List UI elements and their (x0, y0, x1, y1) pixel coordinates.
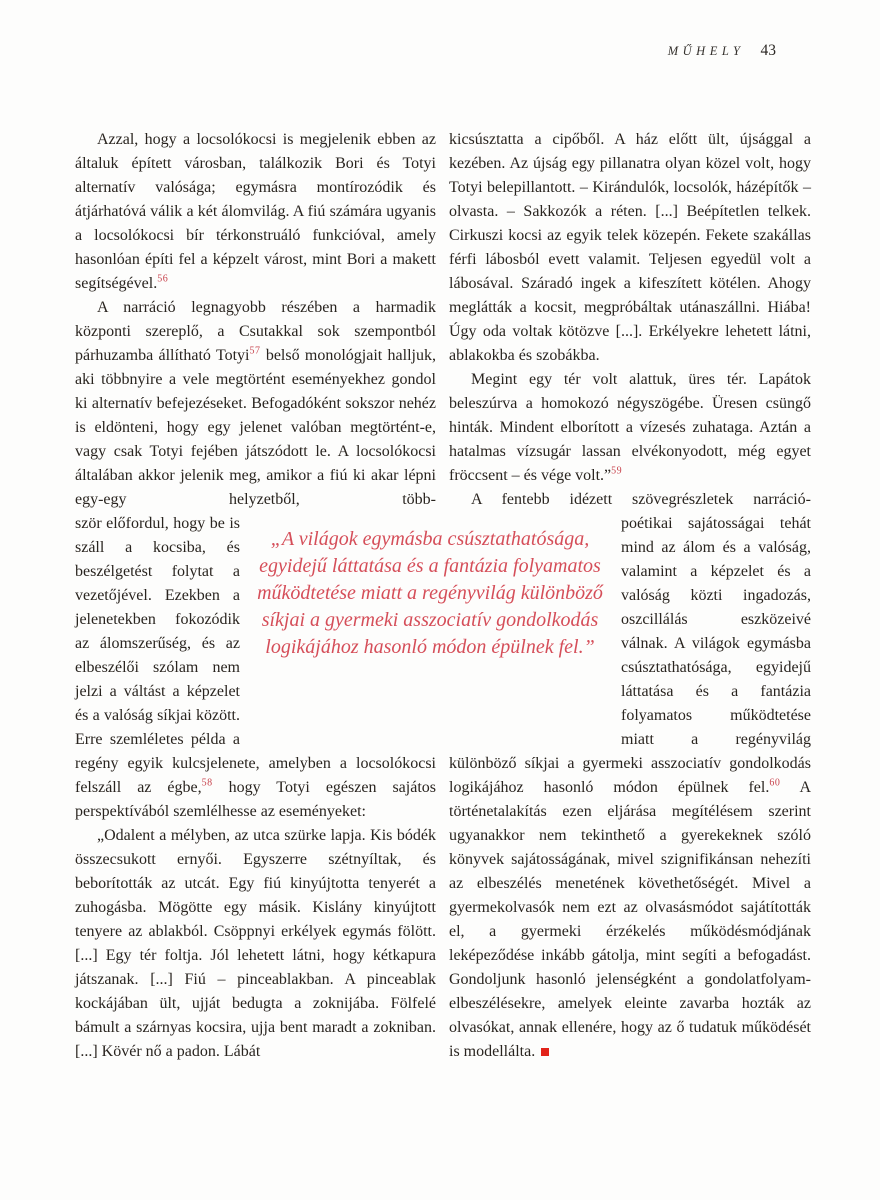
paragraph-text: „Odalent a mélyben, az utca szürke lapja. Kis bódék összecsukott ernyői. Egyszerre szétnyíltak, és beborították az utcát. Egy fiú kinyújtotta tenyerét a zuhogásba. Mögötte egy másik. Kislány kinyújtott tenyere az ablakból. Csöppnyi erkélyek egymás fölött. [...] Egy tér foltja. Jól lehetett látni, hogy kétkapura játszanak. [...] Fiú – pinceablakban. A pinceablak kockájában ült, ujját bedugta a zoknijába. Fölfelé bámult a szárnyas kocsira, ujja bent maradt a zokniban. [...] Kövér nő a padon. Lábát (75, 827, 436, 1060)
pull-quote-line: „A világok egymásba csúsztathatósága, (270, 528, 590, 550)
paragraph-text: ször előfordul, hogy be is száll a kocsiba, és beszélgetést folytat a vezetőjével. Ezekben a jelenetekben fokozódik az álomszerűség, és az elbeszélői szólam nem jelzi a váltást a képzelet és a valóság síkjai között. Erre szemléletes példa a regény egyik kulcsjelenete, amelyben a locsolókocsi felszáll az égbe, (75, 515, 436, 796)
end-of-article-mark (541, 1048, 549, 1056)
pull-quote-line: logikájához hasonló módon épülnek fel.” (265, 636, 595, 658)
section-title: MŰHELY (667, 44, 745, 58)
paragraph-text: belső monológjait halljuk, aki többnyire a vele megtörtént eseményekhez gondol ki alternatív befejezéseket. Befogadóként sokszor nehéz is eldönteni, hogy egy jelenet valóban megtörtént-e, vagy csak Totyi fejében játszódott le. A locsolókocsi általában akkor jelenik meg, amikor a fiú ki akar lépni egy-egy helyzetből, több- (75, 347, 436, 508)
paragraph (449, 368, 811, 488)
paragraph (449, 128, 811, 368)
running-header (668, 42, 776, 60)
paragraph (75, 824, 436, 1064)
pull-quote-line: működtetése miatt a regényvilág különböző (257, 582, 603, 604)
footnote-ref: 59 (611, 465, 623, 477)
paragraph-text: poétikai sajátosságai tehát mind az álom és a valóság, valamint a képzelet és a valóság közti ingadozás, oszcillálás eszközeivé válnak. A világok egymásba csúsztathatósága, egyidejű láttatása és a fantázia folyamatos működtetése miatt a regényvilág különböző síkjai a gyermeki asszociatív gondolkodás logikájához hasonló módon épülnek fel. (449, 515, 811, 796)
footnote-ref: 57 (249, 345, 261, 357)
paragraph (449, 488, 811, 512)
paragraph-text: A történetalakítás ezen eljárása megítélésem szerint ugyanakkor nem tekinthető a gyerekeknek szóló könyvek sajátosságának, mivel szignifikánsan nehezíti az elbeszélés menetének követhetőségét. Mivel a gyermekolvasók nem ezt az olvasásmódot sajátították el, a gyermeki érzékelés működésmódjának leképeződése inkább gátolja, mint segíti a befogadást. Gondoljunk hasonló jelenségként a gondolatfolyam-elbeszélésekre, amelyek eleinte zavarba hozták az olvasókat, annak ellenére, hogy az ő tudatuk működését is modellálta. (449, 779, 812, 1060)
pull-quote-line: síkjai a gyermeki asszociatív gondolkodás (261, 609, 599, 631)
footnote-ref: 56 (157, 273, 169, 285)
paragraph (75, 296, 436, 512)
paragraph-text: A fentebb idézett szövegrészletek narráció- (471, 491, 811, 508)
paragraph-text: Azzal, hogy a locsolókocsi is megjelenik ebben az általuk épített városban, találkozik Bori és Totyi alternatív valósága; egymásra montírozódik és átjárhatóvá válik a két álomvilág. A fiú számára ugyanis a locsolókocsi bír térkonstruáló funkcióval, amely hasonlóan építi fel a képzelt várost, mint Bori a makett segítségével. (75, 131, 436, 292)
paragraph-text: Megint egy tér volt alattuk, üres tér. Lapátok beleszúrva a homokozó négyszögébe. Üresen csüngő hinták. Mindent elborított a vízesés zuhataga. Aztán a hatalmas vízsugár lassan elvékonyodott, még egyet fröccsent – és vége volt.” (449, 371, 811, 484)
paragraph-text: hogy Totyi egészen sajátos perspektívából szemlélhesse az eseményeket: (75, 779, 436, 820)
footnote-ref: 60 (769, 777, 781, 789)
paragraph (75, 128, 436, 296)
pull-quote-line: egyidejű láttatása és a fantázia folyamatos (259, 555, 601, 577)
page-number: 43 (760, 42, 776, 59)
footnote-ref: 58 (201, 777, 213, 789)
paragraph-text: kicsúsztatta a cipőből. A ház előtt ült, újsággal a kezében. Az újság egy pillanatra olyan közel volt, hogy Totyi belepillantott. – Kirándulók, locsolók, házépítők – olvasta. – Sakkozók a réten. [...] Beépítetlen telkek. Cirkuszi kocsi az egyik telek közepén. Fekete szakállas férfi lábosból evett valamit. Teljesen egyedül volt a lábosával. Száradó ingek a kifeszített kötélen. Ahogy meglátták a kocsit, megpróbáltak utánaszállni. Hiába! Úgy oda voltak kötözve [...]. Erkélyekre lehetett látni, ablakokba és szobákba. (449, 131, 811, 364)
pull-quote (240, 526, 620, 661)
paragraph-text: A narráció legnagyobb részében a harmadik központi szereplő, a Csutakkal sok szempontból párhuzamba állítható Totyi (75, 299, 436, 364)
